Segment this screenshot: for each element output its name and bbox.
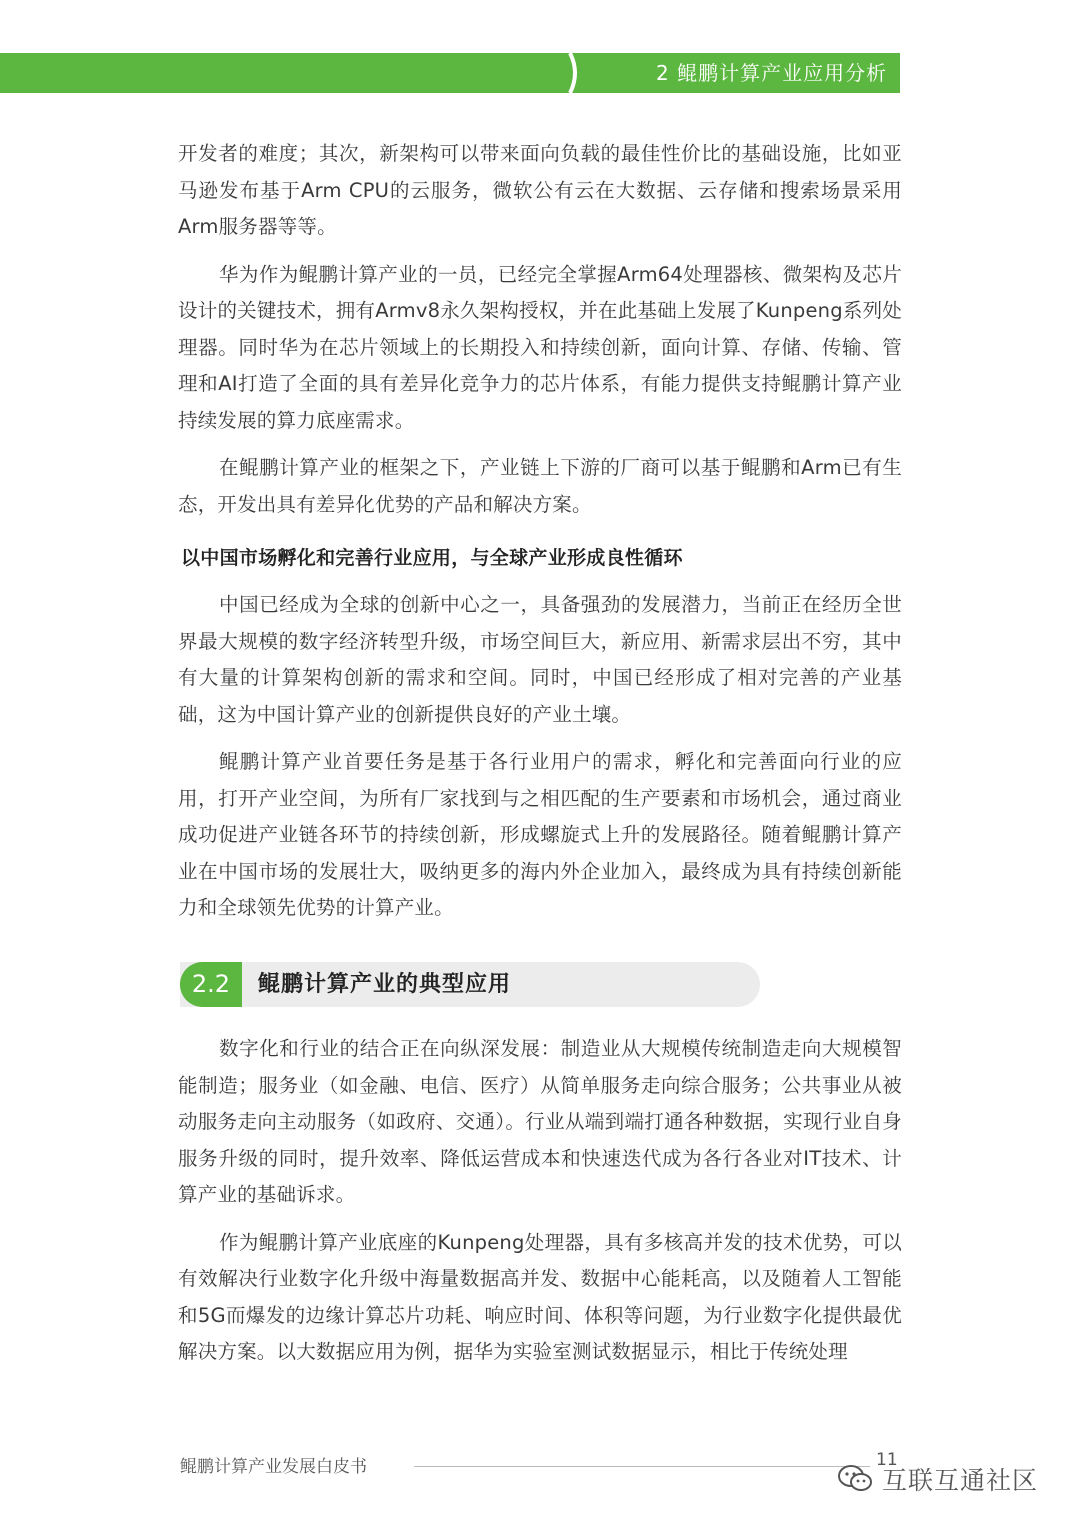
paragraph: 在鲲鹏计算产业的框架之下，产业链上下游的厂商可以基于鲲鹏和Arm已有生态，开发出具有差异化优势的产品和解决方案。 [178,456,902,516]
page-number: 11 [876,1450,898,1470]
paragraph: 鲲鹏计算产业首要任务是基于各行业用户的需求，孵化和完善面向行业的应用，打开产业空间，为所有厂家找到与之相匹配的生产要素和市场机会，通过商业成功促进产业链各环节的持续创新，形成螺旋式上升的发展路径。随着鲲鹏计算产业在中国市场的发展壮大，吸纳更多的海内外企业加入，最终成为具有持续创新能力和全球领先优势的计算产业。 [178,750,902,919]
footer-document-title: 鲲鹏计算产业发展白皮书 [180,1457,367,1477]
footer-divider [414,1466,870,1467]
paragraph: 华为作为鲲鹏计算产业的一员，已经完全掌握Arm64处理器核、微架构及芯片设计的关键技术，拥有Armv8永久架构授权，并在此基础上发展了Kunpeng系列处理器。同时华为在芯片领域上的长期投入和持续创新，面向计算、存储、传输、管理和AI打造了全面的具有差异化竞争力的芯片体系，有能力提供支持鲲鹏计算产业持续发展的算力底座需求。 [178,262,902,432]
text-block-1 [178,136,902,523]
subheading: 以中国市场孵化和完善行业应用，与全球产业形成良性循环 [181,547,683,569]
section-number: 2.2 [180,962,242,1007]
section-title: 鲲鹏计算产业的典型应用 [258,972,512,997]
header-divider-icon [568,53,582,93]
text-block-2 [178,587,902,927]
paragraph: 数字化和行业的结合正在向纵深发展：制造业从大规模传统制造走向大规模智能制造；服务业（如金融、电信、医疗）从简单服务走向综合服务；公共事业从被动服务走向主动服务（如政府、交通）。行业从端到端打通各种数据，实现行业自身服务升级的同时，提升效率、降低运营成本和快速迭代成为各行各业对IT技术、计算产业的基础诉求。 [178,1037,902,1206]
paragraph: 作为鲲鹏计算产业底座的Kunpeng处理器，具有多核高并发的技术优势，可以有效解决行业数字化升级中海量数据高并发、数据中心能耗高，以及随着人工智能和5G而爆发的边缘计算芯片功耗、响应时间、体积等问题，为行业数字化提供最优解决方案。以大数据应用为例，据华为实验室测试数据显示，相比于传统处理 [178,1230,902,1363]
paragraph: 开发者的难度；其次，新架构可以带来面向负载的最佳性价比的基础设施，比如亚马逊发布基于Arm CPU的云服务，微软公有云在大数据、云存储和搜索场景采用Arm服务器等等。 [178,142,902,238]
paragraph: 中国已经成为全球的创新中心之一，具备强劲的发展潜力，当前正在经历全世界最大规模的数字经济转型升级，市场空间巨大，新应用、新需求层出不穷，其中有大量的计算架构创新的需求和空间。同时，中国已经形成了相对完善的产业基础，这为中国计算产业的创新提供良好的产业土壤。 [178,593,902,726]
watermark-text: 互联互通社区 [882,1466,1039,1495]
chapter-title: 2 鲲鹏计算产业应用分析 [656,61,888,85]
text-block-3 [178,1031,902,1371]
wechat-icon [836,1463,874,1495]
